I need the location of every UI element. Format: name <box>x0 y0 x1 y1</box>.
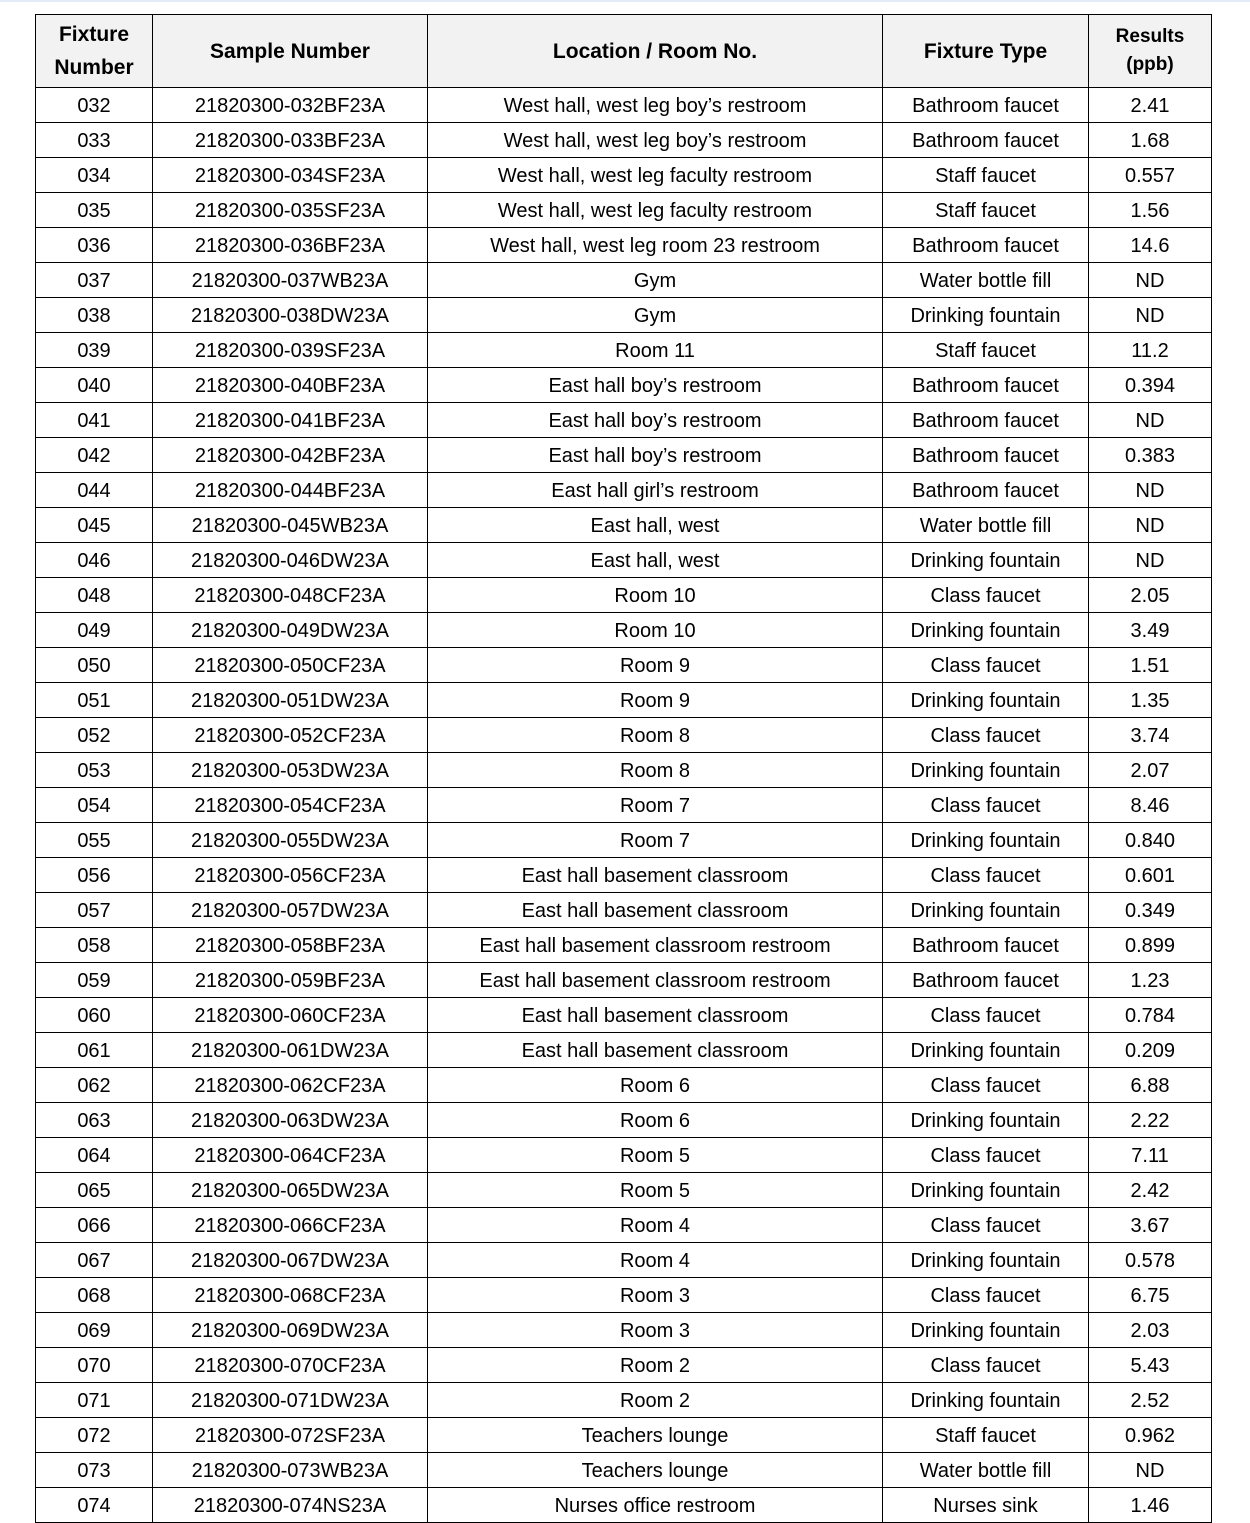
cell-fixture-type: Bathroom faucet <box>883 928 1089 963</box>
cell-fixture-number: 048 <box>36 578 153 613</box>
cell-location: Room 11 <box>428 333 883 368</box>
cell-fixture-number: 038 <box>36 298 153 333</box>
cell-fixture-type: Bathroom faucet <box>883 403 1089 438</box>
cell-fixture-type: Class faucet <box>883 858 1089 893</box>
table-header <box>36 15 1212 88</box>
cell-location: East hall basement classroom <box>428 998 883 1033</box>
table-row <box>36 1033 1212 1068</box>
cell-fixture-number: 046 <box>36 543 153 578</box>
table-row <box>36 928 1212 963</box>
cell-result: 0.601 <box>1089 858 1212 893</box>
cell-location: East hall basement classroom <box>428 893 883 928</box>
cell-fixture-type: Drinking fountain <box>883 753 1089 788</box>
cell-location: East hall basement classroom restroom <box>428 963 883 998</box>
cell-location: Room 10 <box>428 613 883 648</box>
cell-fixture-number: 034 <box>36 158 153 193</box>
cell-location: Room 7 <box>428 823 883 858</box>
cell-fixture-type: Bathroom faucet <box>883 88 1089 123</box>
header-fixture-number: Fixture Number <box>36 15 153 88</box>
cell-fixture-type: Drinking fountain <box>883 1313 1089 1348</box>
cell-result: 6.75 <box>1089 1278 1212 1313</box>
table-row <box>36 718 1212 753</box>
cell-sample-number: 21820300-041BF23A <box>153 403 428 438</box>
cell-location: East hall basement classroom <box>428 1033 883 1068</box>
cell-fixture-type: Bathroom faucet <box>883 228 1089 263</box>
cell-fixture-number: 072 <box>36 1418 153 1453</box>
table-row <box>36 508 1212 543</box>
cell-result: ND <box>1089 508 1212 543</box>
cell-fixture-number: 036 <box>36 228 153 263</box>
cell-fixture-type: Drinking fountain <box>883 823 1089 858</box>
header-fixture-type: Fixture Type <box>883 15 1089 88</box>
table-row <box>36 893 1212 928</box>
cell-result: 2.52 <box>1089 1383 1212 1418</box>
cell-fixture-number: 039 <box>36 333 153 368</box>
cell-location: Room 3 <box>428 1278 883 1313</box>
table-row <box>36 1208 1212 1243</box>
cell-location: Gym <box>428 263 883 298</box>
cell-fixture-number: 052 <box>36 718 153 753</box>
cell-fixture-number: 067 <box>36 1243 153 1278</box>
top-divider <box>0 0 1250 2</box>
cell-result: 0.349 <box>1089 893 1212 928</box>
cell-fixture-number: 062 <box>36 1068 153 1103</box>
table-row <box>36 263 1212 298</box>
table-row <box>36 543 1212 578</box>
cell-location: Room 2 <box>428 1383 883 1418</box>
cell-fixture-number: 033 <box>36 123 153 158</box>
cell-fixture-number: 068 <box>36 1278 153 1313</box>
cell-fixture-number: 049 <box>36 613 153 648</box>
cell-sample-number: 21820300-057DW23A <box>153 893 428 928</box>
cell-result: 1.68 <box>1089 123 1212 158</box>
cell-result: ND <box>1089 403 1212 438</box>
cell-fixture-number: 074 <box>36 1488 153 1523</box>
cell-result: 0.394 <box>1089 368 1212 403</box>
cell-sample-number: 21820300-058BF23A <box>153 928 428 963</box>
cell-fixture-type: Drinking fountain <box>883 298 1089 333</box>
cell-sample-number: 21820300-074NS23A <box>153 1488 428 1523</box>
cell-location: East hall girl’s restroom <box>428 473 883 508</box>
cell-result: 14.6 <box>1089 228 1212 263</box>
cell-result: 11.2 <box>1089 333 1212 368</box>
cell-sample-number: 21820300-035SF23A <box>153 193 428 228</box>
cell-fixture-type: Staff faucet <box>883 1418 1089 1453</box>
table-row <box>36 1383 1212 1418</box>
cell-sample-number: 21820300-037WB23A <box>153 263 428 298</box>
cell-fixture-number: 063 <box>36 1103 153 1138</box>
header-results: Results (ppb) <box>1089 15 1212 88</box>
cell-fixture-number: 041 <box>36 403 153 438</box>
cell-result: 0.209 <box>1089 1033 1212 1068</box>
cell-sample-number: 21820300-049DW23A <box>153 613 428 648</box>
cell-result: 2.42 <box>1089 1173 1212 1208</box>
header-row <box>36 15 1212 88</box>
cell-location: Room 8 <box>428 753 883 788</box>
cell-fixture-number: 056 <box>36 858 153 893</box>
cell-result: 0.557 <box>1089 158 1212 193</box>
cell-result: 1.23 <box>1089 963 1212 998</box>
cell-sample-number: 21820300-046DW23A <box>153 543 428 578</box>
cell-result: 1.56 <box>1089 193 1212 228</box>
table-row <box>36 88 1212 123</box>
table-row <box>36 788 1212 823</box>
cell-location: West hall, west leg boy’s restroom <box>428 88 883 123</box>
table-row <box>36 1278 1212 1313</box>
cell-location: East hall, west <box>428 543 883 578</box>
cell-sample-number: 21820300-034SF23A <box>153 158 428 193</box>
cell-result: ND <box>1089 473 1212 508</box>
cell-sample-number: 21820300-053DW23A <box>153 753 428 788</box>
cell-fixture-type: Class faucet <box>883 998 1089 1033</box>
cell-fixture-number: 055 <box>36 823 153 858</box>
cell-fixture-type: Class faucet <box>883 1278 1089 1313</box>
cell-result: 2.05 <box>1089 578 1212 613</box>
cell-location: East hall boy’s restroom <box>428 368 883 403</box>
table-row <box>36 1138 1212 1173</box>
cell-fixture-number: 065 <box>36 1173 153 1208</box>
cell-fixture-type: Class faucet <box>883 648 1089 683</box>
cell-sample-number: 21820300-042BF23A <box>153 438 428 473</box>
cell-sample-number: 21820300-039SF23A <box>153 333 428 368</box>
cell-sample-number: 21820300-062CF23A <box>153 1068 428 1103</box>
table-row <box>36 753 1212 788</box>
cell-fixture-number: 064 <box>36 1138 153 1173</box>
table-row <box>36 158 1212 193</box>
cell-sample-number: 21820300-070CF23A <box>153 1348 428 1383</box>
cell-location: Room 10 <box>428 578 883 613</box>
table-row <box>36 333 1212 368</box>
cell-location: East hall boy’s restroom <box>428 438 883 473</box>
table-row <box>36 193 1212 228</box>
header-location: Location / Room No. <box>428 15 883 88</box>
cell-fixture-number: 066 <box>36 1208 153 1243</box>
cell-location: East hall boy’s restroom <box>428 403 883 438</box>
cell-sample-number: 21820300-040BF23A <box>153 368 428 403</box>
table-row <box>36 613 1212 648</box>
cell-location: Room 6 <box>428 1068 883 1103</box>
cell-fixture-number: 058 <box>36 928 153 963</box>
cell-sample-number: 21820300-033BF23A <box>153 123 428 158</box>
cell-fixture-number: 035 <box>36 193 153 228</box>
table-row <box>36 438 1212 473</box>
table-row <box>36 858 1212 893</box>
cell-fixture-type: Class faucet <box>883 718 1089 753</box>
cell-location: East hall basement classroom restroom <box>428 928 883 963</box>
cell-fixture-number: 069 <box>36 1313 153 1348</box>
table-row <box>36 1418 1212 1453</box>
table-row <box>36 1243 1212 1278</box>
table-row <box>36 403 1212 438</box>
cell-fixture-type: Bathroom faucet <box>883 473 1089 508</box>
cell-result: 2.22 <box>1089 1103 1212 1138</box>
cell-sample-number: 21820300-073WB23A <box>153 1453 428 1488</box>
cell-fixture-number: 051 <box>36 683 153 718</box>
table-row <box>36 578 1212 613</box>
cell-result: ND <box>1089 1453 1212 1488</box>
cell-location: West hall, west leg boy’s restroom <box>428 123 883 158</box>
cell-sample-number: 21820300-067DW23A <box>153 1243 428 1278</box>
header-sample-number: Sample Number <box>153 15 428 88</box>
cell-fixture-type: Drinking fountain <box>883 1243 1089 1278</box>
table-row <box>36 1488 1212 1523</box>
cell-location: Room 4 <box>428 1243 883 1278</box>
table-row <box>36 368 1212 403</box>
cell-location: Teachers lounge <box>428 1453 883 1488</box>
cell-location: East hall basement classroom <box>428 858 883 893</box>
cell-fixture-number: 071 <box>36 1383 153 1418</box>
cell-fixture-type: Staff faucet <box>883 333 1089 368</box>
table-row <box>36 1068 1212 1103</box>
cell-result: 2.41 <box>1089 88 1212 123</box>
cell-result: 0.578 <box>1089 1243 1212 1278</box>
cell-location: Gym <box>428 298 883 333</box>
cell-result: 3.49 <box>1089 613 1212 648</box>
table-row <box>36 473 1212 508</box>
cell-sample-number: 21820300-069DW23A <box>153 1313 428 1348</box>
cell-result: 0.899 <box>1089 928 1212 963</box>
cell-fixture-type: Nurses sink <box>883 1488 1089 1523</box>
cell-fixture-type: Drinking fountain <box>883 893 1089 928</box>
cell-fixture-type: Staff faucet <box>883 193 1089 228</box>
cell-result: 8.46 <box>1089 788 1212 823</box>
cell-sample-number: 21820300-038DW23A <box>153 298 428 333</box>
cell-fixture-type: Bathroom faucet <box>883 368 1089 403</box>
cell-fixture-number: 054 <box>36 788 153 823</box>
cell-location: Nurses office restroom <box>428 1488 883 1523</box>
cell-fixture-number: 032 <box>36 88 153 123</box>
cell-fixture-number: 073 <box>36 1453 153 1488</box>
cell-fixture-type: Drinking fountain <box>883 543 1089 578</box>
cell-location: Room 9 <box>428 648 883 683</box>
cell-fixture-number: 042 <box>36 438 153 473</box>
cell-fixture-type: Class faucet <box>883 1348 1089 1383</box>
table-row <box>36 963 1212 998</box>
cell-location: West hall, west leg room 23 restroom <box>428 228 883 263</box>
cell-fixture-type: Water bottle fill <box>883 1453 1089 1488</box>
table-row <box>36 1313 1212 1348</box>
cell-fixture-type: Drinking fountain <box>883 1033 1089 1068</box>
cell-location: West hall, west leg faculty restroom <box>428 193 883 228</box>
cell-sample-number: 21820300-055DW23A <box>153 823 428 858</box>
cell-location: Room 5 <box>428 1138 883 1173</box>
cell-result: 0.383 <box>1089 438 1212 473</box>
cell-sample-number: 21820300-056CF23A <box>153 858 428 893</box>
cell-fixture-type: Bathroom faucet <box>883 123 1089 158</box>
cell-fixture-number: 057 <box>36 893 153 928</box>
cell-fixture-type: Class faucet <box>883 578 1089 613</box>
cell-sample-number: 21820300-054CF23A <box>153 788 428 823</box>
table-row <box>36 123 1212 158</box>
cell-fixture-type: Drinking fountain <box>883 1383 1089 1418</box>
cell-fixture-number: 050 <box>36 648 153 683</box>
cell-fixture-type: Class faucet <box>883 1138 1089 1173</box>
cell-result: 5.43 <box>1089 1348 1212 1383</box>
cell-sample-number: 21820300-061DW23A <box>153 1033 428 1068</box>
table-row <box>36 998 1212 1033</box>
cell-sample-number: 21820300-036BF23A <box>153 228 428 263</box>
table-body <box>36 88 1212 1523</box>
cell-fixture-number: 037 <box>36 263 153 298</box>
cell-sample-number: 21820300-068CF23A <box>153 1278 428 1313</box>
cell-result: 1.51 <box>1089 648 1212 683</box>
cell-location: Teachers lounge <box>428 1418 883 1453</box>
cell-sample-number: 21820300-048CF23A <box>153 578 428 613</box>
cell-fixture-number: 070 <box>36 1348 153 1383</box>
cell-result: 0.840 <box>1089 823 1212 858</box>
lead-results-table <box>35 14 1212 1523</box>
cell-fixture-number: 040 <box>36 368 153 403</box>
table-row <box>36 1453 1212 1488</box>
cell-result: 1.35 <box>1089 683 1212 718</box>
cell-fixture-type: Staff faucet <box>883 158 1089 193</box>
cell-location: Room 6 <box>428 1103 883 1138</box>
cell-result: 1.46 <box>1089 1488 1212 1523</box>
cell-sample-number: 21820300-064CF23A <box>153 1138 428 1173</box>
cell-result: 0.784 <box>1089 998 1212 1033</box>
cell-fixture-type: Drinking fountain <box>883 683 1089 718</box>
cell-result: 3.67 <box>1089 1208 1212 1243</box>
cell-result: 6.88 <box>1089 1068 1212 1103</box>
cell-result: ND <box>1089 298 1212 333</box>
table-row <box>36 298 1212 333</box>
cell-fixture-type: Drinking fountain <box>883 1103 1089 1138</box>
cell-sample-number: 21820300-050CF23A <box>153 648 428 683</box>
cell-fixture-type: Bathroom faucet <box>883 963 1089 998</box>
cell-result: ND <box>1089 263 1212 298</box>
table-row <box>36 823 1212 858</box>
cell-result: 2.07 <box>1089 753 1212 788</box>
cell-sample-number: 21820300-071DW23A <box>153 1383 428 1418</box>
cell-location: Room 2 <box>428 1348 883 1383</box>
cell-result: 2.03 <box>1089 1313 1212 1348</box>
cell-fixture-number: 045 <box>36 508 153 543</box>
cell-sample-number: 21820300-065DW23A <box>153 1173 428 1208</box>
table-row <box>36 648 1212 683</box>
cell-result: 3.74 <box>1089 718 1212 753</box>
cell-result: ND <box>1089 543 1212 578</box>
cell-fixture-type: Drinking fountain <box>883 613 1089 648</box>
cell-sample-number: 21820300-032BF23A <box>153 88 428 123</box>
cell-fixture-type: Water bottle fill <box>883 263 1089 298</box>
cell-location: Room 5 <box>428 1173 883 1208</box>
cell-fixture-type: Bathroom faucet <box>883 438 1089 473</box>
cell-fixture-type: Drinking fountain <box>883 1173 1089 1208</box>
cell-fixture-type: Class faucet <box>883 1068 1089 1103</box>
cell-fixture-number: 053 <box>36 753 153 788</box>
cell-fixture-number: 044 <box>36 473 153 508</box>
cell-result: 7.11 <box>1089 1138 1212 1173</box>
cell-sample-number: 21820300-063DW23A <box>153 1103 428 1138</box>
cell-sample-number: 21820300-060CF23A <box>153 998 428 1033</box>
cell-fixture-number: 060 <box>36 998 153 1033</box>
cell-location: West hall, west leg faculty restroom <box>428 158 883 193</box>
cell-sample-number: 21820300-052CF23A <box>153 718 428 753</box>
cell-fixture-type: Class faucet <box>883 788 1089 823</box>
cell-fixture-type: Class faucet <box>883 1208 1089 1243</box>
cell-location: Room 4 <box>428 1208 883 1243</box>
cell-sample-number: 21820300-072SF23A <box>153 1418 428 1453</box>
cell-location: Room 9 <box>428 683 883 718</box>
cell-fixture-type: Water bottle fill <box>883 508 1089 543</box>
cell-location: East hall, west <box>428 508 883 543</box>
cell-location: Room 3 <box>428 1313 883 1348</box>
cell-location: Room 8 <box>428 718 883 753</box>
table-row <box>36 1173 1212 1208</box>
table-row <box>36 683 1212 718</box>
table-row <box>36 228 1212 263</box>
table-row <box>36 1348 1212 1383</box>
cell-result: 0.962 <box>1089 1418 1212 1453</box>
cell-fixture-number: 061 <box>36 1033 153 1068</box>
cell-sample-number: 21820300-045WB23A <box>153 508 428 543</box>
cell-location: Room 7 <box>428 788 883 823</box>
table-row <box>36 1103 1212 1138</box>
cell-sample-number: 21820300-066CF23A <box>153 1208 428 1243</box>
cell-sample-number: 21820300-059BF23A <box>153 963 428 998</box>
cell-sample-number: 21820300-044BF23A <box>153 473 428 508</box>
cell-fixture-number: 059 <box>36 963 153 998</box>
cell-sample-number: 21820300-051DW23A <box>153 683 428 718</box>
